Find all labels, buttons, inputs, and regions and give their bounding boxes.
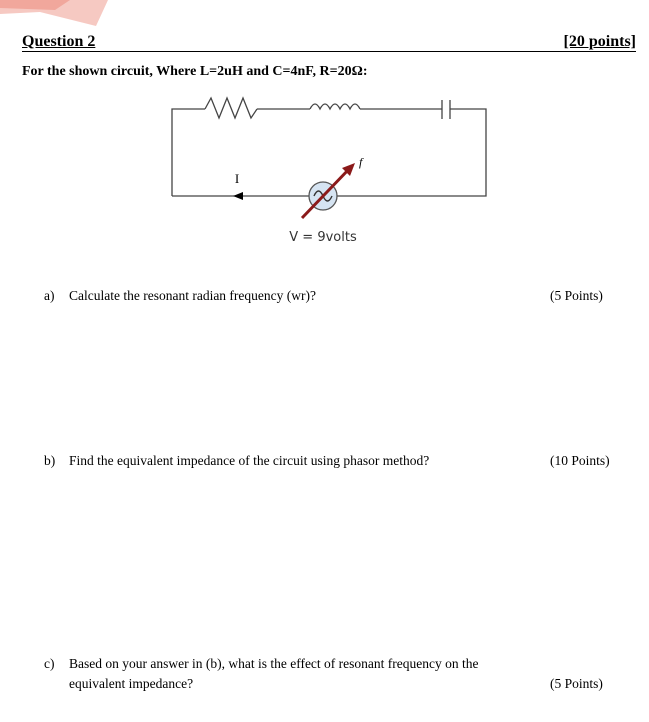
resistor-symbol [205,98,257,118]
current-label: I [234,171,240,186]
circuit-diagram [165,88,495,258]
part-text-continued: equivalent impedance? [69,676,194,691]
part-points: (5 Points) [550,676,603,691]
inductor-symbol [310,104,360,109]
current-arrow-icon [233,192,243,200]
question-intro: For the shown circuit, Where L=2uH and C=4nF, R=20Ω: [22,64,368,79]
part-points: (10 Points) [550,453,610,468]
frequency-label: f [359,155,363,169]
wire-top-left [172,109,205,196]
corner-decoration [0,0,120,28]
question-title: Question 2 [22,33,96,50]
capacitor-symbol [442,100,450,119]
part-points: (5 Points) [550,288,603,303]
voltage-label: V = 9volts [289,230,357,245]
part-letter: a) [44,288,55,303]
question-header [22,33,636,52]
circuit-svg [165,88,495,253]
part-letter: c) [44,656,55,671]
part-text: Based on your answer in (b), what is the effect of resonant frequency on the [69,656,479,671]
question-points: [20 points] [563,33,636,50]
part-text: Find the equivalent impedance of the circuit using phasor method? [69,453,430,468]
wire-right [337,109,486,196]
part-letter: b) [44,453,56,468]
part-text: Calculate the resonant radian frequency (wr)? [69,288,317,303]
corner-decoration-shape [0,0,120,28]
